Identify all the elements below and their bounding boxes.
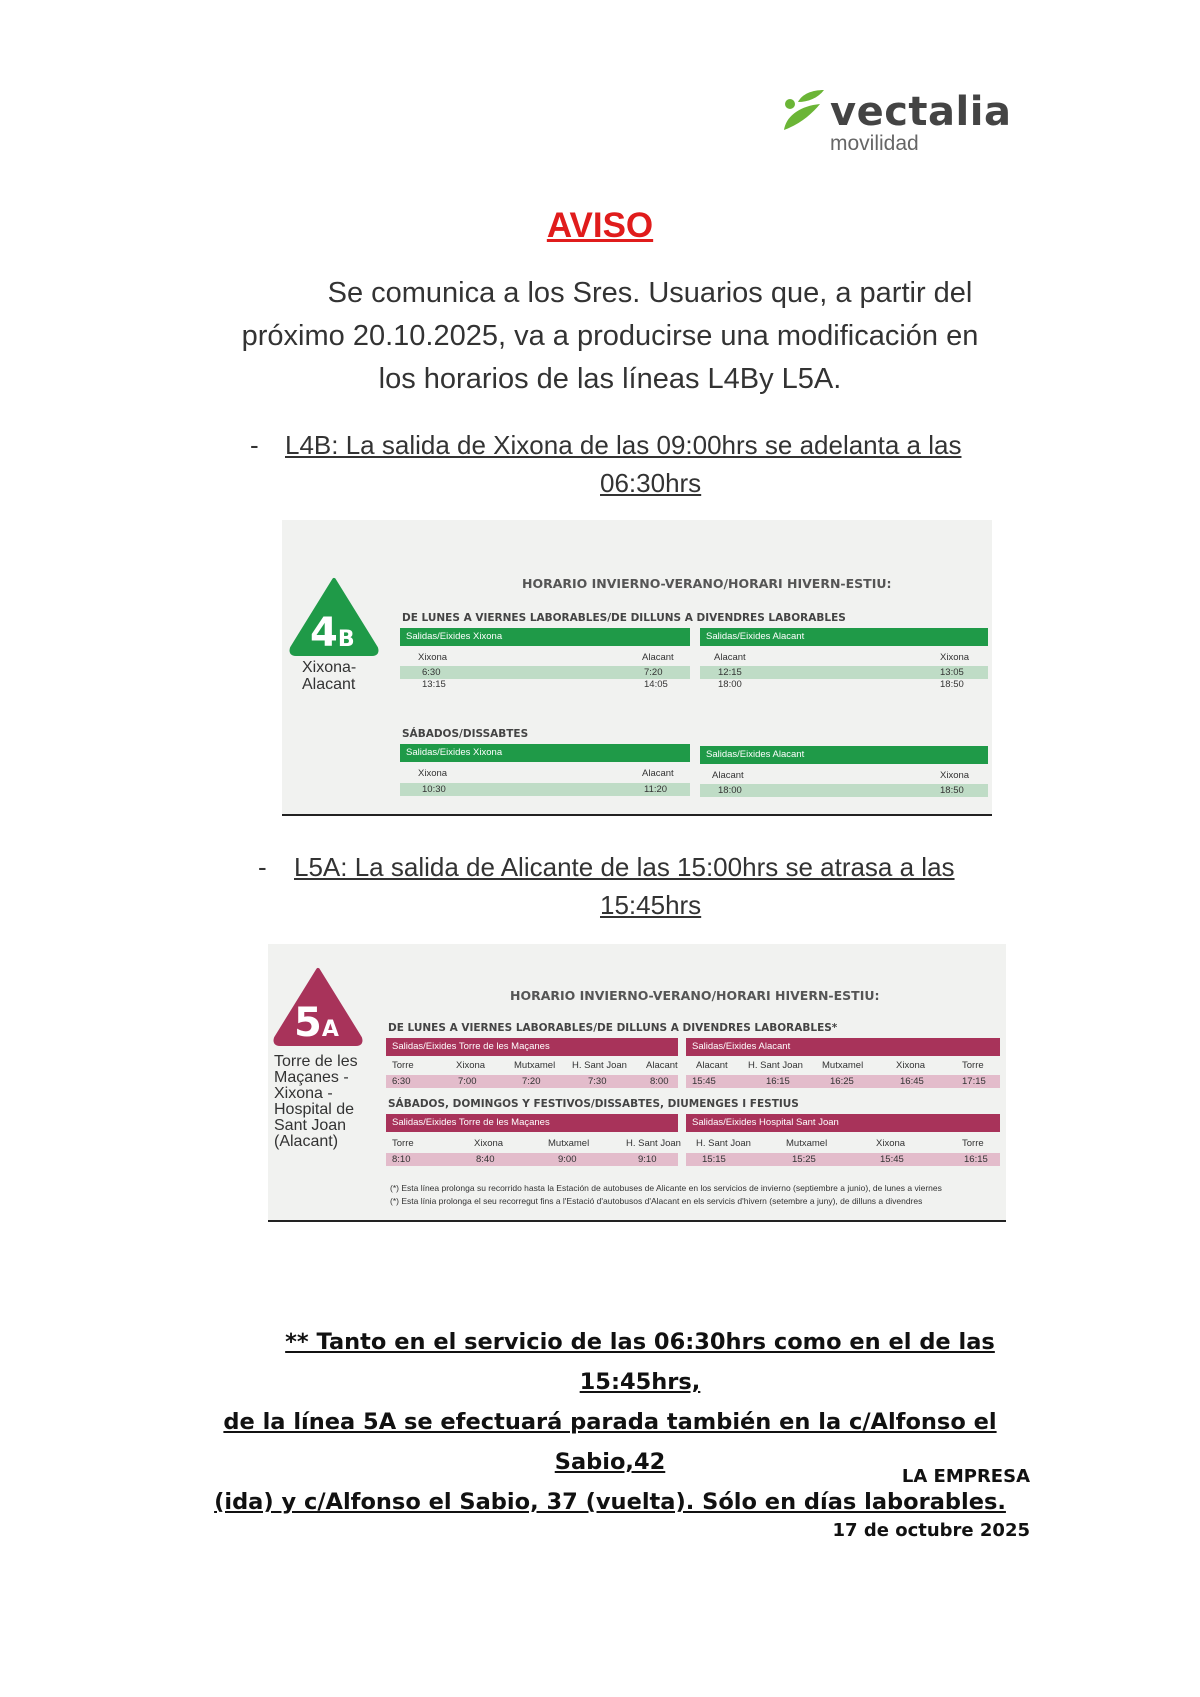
l4b-weekday-right-bar: Salidas/Eixides Alacant [700,628,988,646]
l5a-col: H. Sant Joan [626,1138,681,1149]
table-row: 18:00 18:50 [700,784,988,797]
bullet-l5a [258,848,1038,928]
l5a-col: Mutxamel [786,1138,828,1149]
l5a-col: Torre [392,1138,414,1149]
l5a-weekday-left-bar: Salidas/Eixides Torre de les Maçanes [386,1038,678,1056]
l5a-holiday-left-bar: Salidas/Eixides Torre de les Maçanes [386,1114,678,1132]
l5a-col: Xixona [896,1060,926,1071]
l4b-saturday-title: SÁBADOS/DISSABTES [402,728,529,740]
table-row: 13:15 14:05 [422,679,668,690]
l4b-weekday-title: DE LUNES A VIERNES LABORABLES/DE DILLUNS A DIVENDRES LABORABLES [402,612,846,624]
intro-line-1: Se comunica a los Sres. Usuarios que, a partir del [327,277,973,309]
l4b-sat-right-bar: Salidas/Eixides Alacant [700,746,988,764]
table-row: 10:30 11:20 [400,783,690,796]
l4b-sat-col-alacant-r: Alacant [712,770,744,781]
l5a-schedule-card [268,944,1006,1222]
notice-title: AVISO [546,206,654,245]
l5a-route-4: Hospital de [274,1101,355,1118]
l5a-col: Xixona [456,1060,486,1071]
l4b-route-1: Xixona- [302,659,357,676]
l5a-holiday-title: SÁBADOS, DOMINGOS Y FESTIVOS/DISSABTES, DIUMENGES I FESTIUS [388,1098,799,1110]
l4b-sat-left-bar: Salidas/Eixides Xixona [400,744,690,762]
table-row: 6:30 7:00 7:20 7:30 8:00 [386,1075,678,1088]
l5a-col: Torre [962,1138,984,1149]
intro-line-2: próximo 20.10.2025, va a producirse una modificación en [241,320,979,352]
bullet-l4b-line-2: 06:30hrs [600,468,702,498]
l5a-holiday-right-bar: Salidas/Eixides Hospital Sant Joan [686,1114,1000,1132]
l5a-col: H. Sant Joan [572,1060,627,1071]
bullet-l4b-line-1: L4B: La salida de Xixona de las 09:00hrs se adelanta a las [285,430,962,460]
intro-paragraph [180,272,1040,401]
l5a-col: Torre [962,1060,984,1071]
l5a-col: Mutxamel [548,1138,590,1149]
table-row: 6:30 7:20 [400,666,690,679]
l4b-schedule-card [282,520,992,816]
table-row: 18:00 18:50 [718,679,964,690]
table-row: 12:15 13:05 [700,666,988,679]
l5a-footnote-va: (*) Esta línia prolonga el seu recorregut fins a l'Estació d'autobusos d'Alacant en els servicis d'hivern (setembre a juny), de dilluns a divendres [390,1196,923,1206]
intro-line-3: los horarios de las líneas L4By L5A. [378,363,842,395]
l5a-weekday-right-bar: Salidas/Eixides Alacant [686,1038,1000,1056]
l5a-col: Xixona [474,1138,504,1149]
table-row: 15:45 16:15 16:25 16:45 17:15 [686,1075,1000,1088]
l5a-col: Alacant [696,1060,728,1071]
bullet-l4b [250,426,1030,506]
l5a-col: H. Sant Joan [748,1060,803,1071]
l4b-header: HORARIO INVIERNO-VERANO/HORARI HIVERN-ESTIU: [522,576,892,591]
l5a-col: Torre [392,1060,414,1071]
leaf-icon [778,90,828,136]
l4b-col-xixona: Xixona [418,652,448,663]
table-row: 15:15 15:25 15:45 16:15 [686,1153,1000,1166]
logo-subtitle: movilidad [830,132,919,155]
l5a-footnote-es: (*) Esta línea prolonga su recorrido hasta la Estación de autobuses de Alicante en los servicios de invierno (septiembre a junio), de lunes a viernes [390,1183,942,1193]
l4b-sat-col-alacant: Alacant [642,768,674,779]
l5a-col: Mutxamel [514,1060,556,1071]
l4b-col-alacant: Alacant [642,652,674,663]
notice-date: 17 de octubre 2025 [832,1520,1030,1541]
footer-note-line-3: (ida) y c/Alfonso el Sabio, 37 (vuelta). Sólo en días laborables. [214,1489,1006,1515]
bullet-l5a-line-2: 15:45hrs [600,890,702,920]
logo-brand: vectalia [830,89,1012,135]
footer-note-line-2: de la línea 5A se efectuará parada también en la c/Alfonso el Sabio,42 [223,1409,997,1475]
table-row: 8:10 8:40 9:00 9:10 [386,1153,678,1166]
l5a-route-3: Xixona - [274,1085,333,1102]
l5a-route-6: (Alacant) [274,1133,339,1150]
l5a-badge-label: 5A [294,1000,339,1046]
company-signature: LA EMPRESA [901,1466,1030,1487]
l5a-header: HORARIO INVIERNO-VERANO/HORARI HIVERN-ESTIU: [510,988,880,1003]
company-logo [778,88,1028,160]
footer-note-line-1: ** Tanto en el servicio de las 06:30hrs como en el de las 15:45hrs, [285,1329,995,1395]
bullet-dash: - [250,430,259,460]
l5a-col: Mutxamel [822,1060,864,1071]
l5a-col: Alacant [646,1060,678,1071]
l5a-route-1: Torre de les [274,1053,358,1070]
l4b-col-xixona-r: Xixona [940,652,970,663]
l5a-route-5: Sant Joan [274,1117,347,1134]
l5a-col: Xixona [876,1138,906,1149]
l4b-sat-col-xixona-r: Xixona [940,770,970,781]
l5a-col: H. Sant Joan [696,1138,751,1149]
l4b-weekday-left-bar: Salidas/Eixides Xixona [400,628,690,646]
l5a-weekday-title: DE LUNES A VIERNES LABORABLES/DE DILLUNS A DIVENDRES LABORABLES* [388,1022,838,1034]
bullet-l5a-line-1: L5A: La salida de Alicante de las 15:00hrs se atrasa a las [294,852,955,882]
bullet-dash: - [258,852,267,882]
l4b-route-2: Alacant [302,676,356,693]
l5a-route-2: Maçanes - [274,1069,349,1086]
l4b-badge-label: 4B [310,610,355,656]
l4b-sat-col-xixona: Xixona [418,768,448,779]
l4b-col-alacant-r: Alacant [714,652,746,663]
footer-note [180,1322,1040,1522]
